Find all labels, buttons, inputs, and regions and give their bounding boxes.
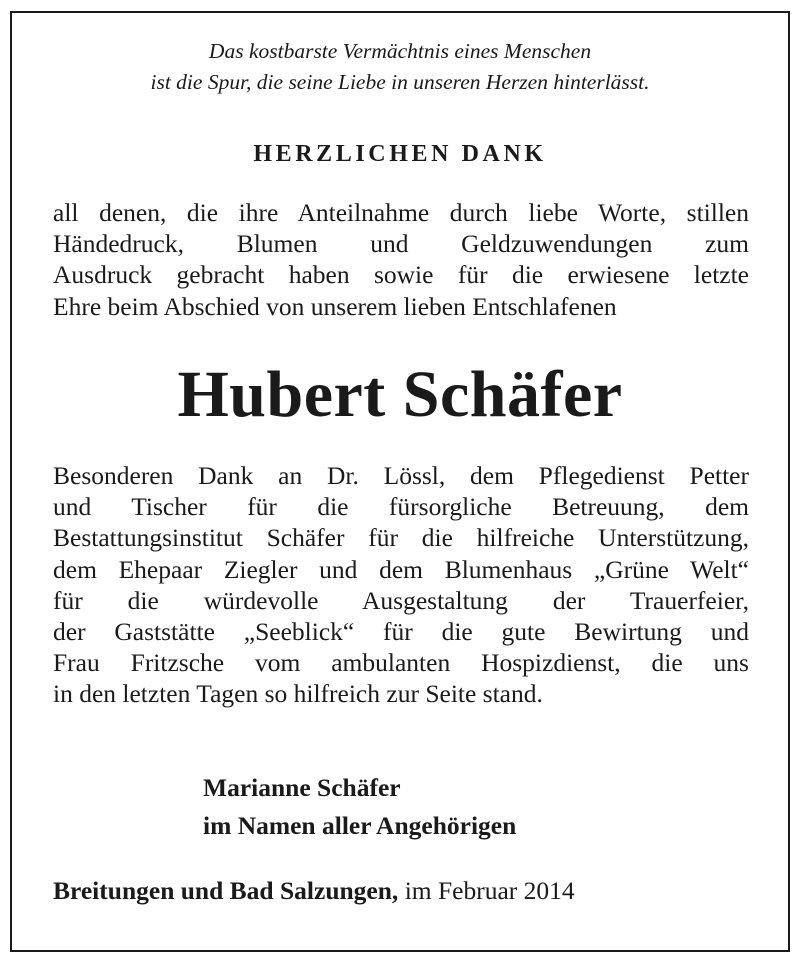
motto-line: ist die Spur, die seine Liebe in unseren Herzen hinterlässt. xyxy=(150,70,650,94)
text-line: Besonderen Dank an Dr. Lössl, dem Pflegedienst Petter xyxy=(53,461,749,490)
text-line: Ehre beim Abschied von unserem lieben Entschlafenen xyxy=(53,291,617,321)
place-and-date xyxy=(53,874,575,908)
text-line: dem Ehepaar Ziegler und dem Blumenhaus „Grüne Welt“ xyxy=(53,554,749,584)
motto-quote xyxy=(0,36,800,98)
text-line: und Tischer für die fürsorgliche Betreuung, dem xyxy=(53,492,749,522)
text-line: in den letzten Tagen so hilfreich zur Seite stand. xyxy=(53,679,543,709)
thanks-intro-paragraph xyxy=(53,197,749,322)
special-thanks-paragraph xyxy=(53,460,749,710)
signature-name: Marianne Schäfer xyxy=(203,773,401,802)
notice-heading: HERZLICHEN DANK xyxy=(253,141,547,167)
date-text: im Februar 2014 xyxy=(404,876,575,905)
text-line: Frau Fritzsche vom ambulanten Hospizdienst, die uns xyxy=(53,648,749,678)
signature-block xyxy=(203,769,516,845)
text-line: für die würdevolle Ausgestaltung der Trauerfeier, xyxy=(53,585,749,615)
text-line: Bestattungsinstitut Schäfer für die hilfreiche Unterstützung, xyxy=(53,523,749,553)
signature-subline: im Namen aller Angehörigen xyxy=(203,811,517,840)
deceased-name: Hubert Schäfer xyxy=(177,358,623,431)
text-line: der Gaststätte „Seeblick“ für die gute Bewirtung und xyxy=(53,617,749,647)
text-line: Ausdruck gebracht haben sowie für die erwiesene letzte xyxy=(53,260,749,290)
text-line: Händedruck, Blumen und Geldzuwendungen zum xyxy=(53,229,749,259)
text-line: all denen, die ihre Anteilnahme durch liebe Worte, stillen xyxy=(53,198,749,227)
place-text: Breitungen und Bad Salzungen, xyxy=(53,876,399,905)
motto-line: Das kostbarste Vermächtnis eines Menschen xyxy=(208,39,592,63)
